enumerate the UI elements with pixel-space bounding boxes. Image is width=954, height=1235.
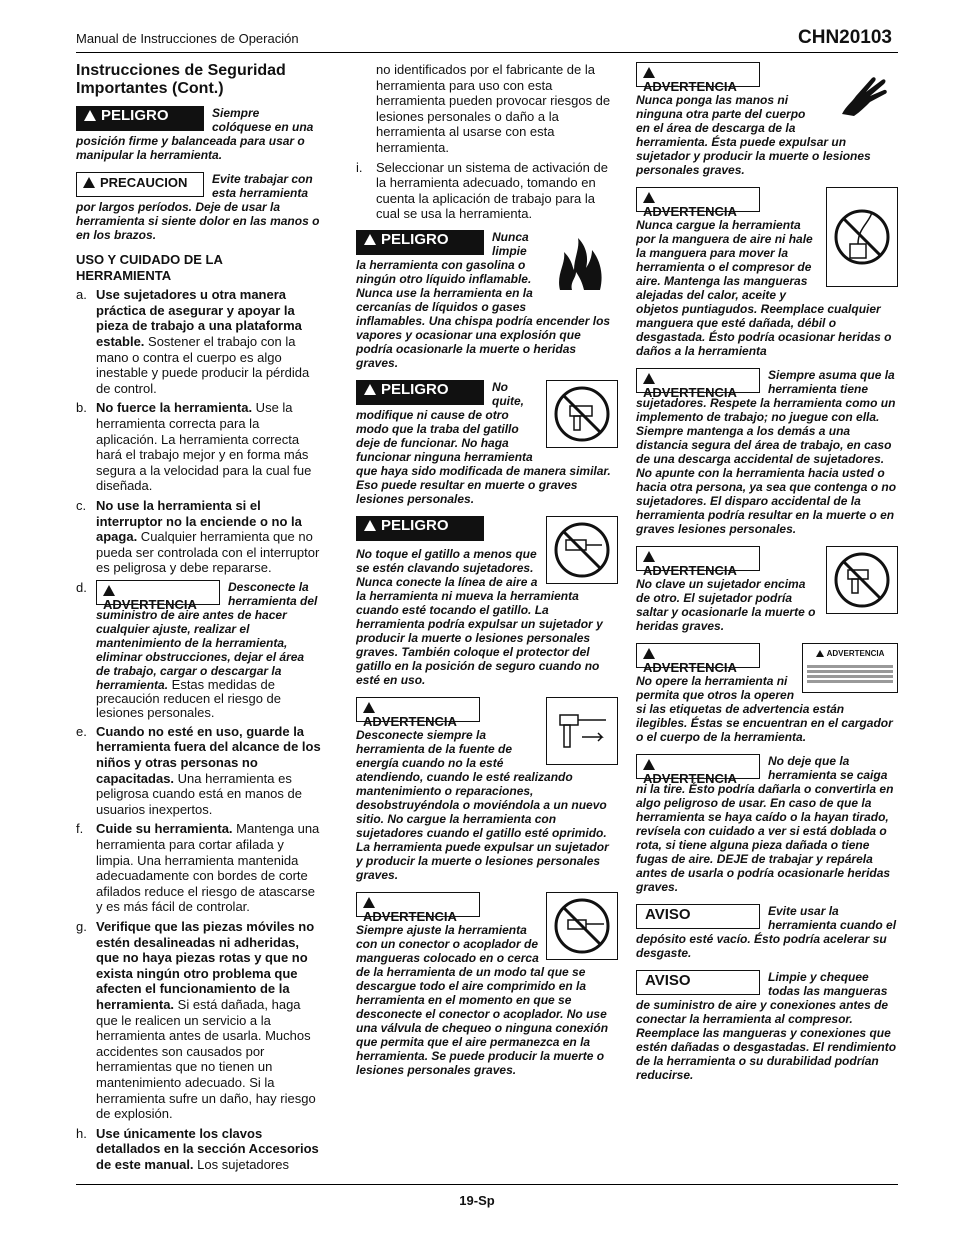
no-double-fire-icon	[826, 546, 898, 614]
aviso-notice-empty: AVISO Evite usar la herramienta cuando el depósito esté vacío. Ésto podría acelerar su desgaste.	[636, 904, 897, 960]
column-3	[636, 62, 898, 1092]
advertencia-badge: ADVERTENCIA	[636, 643, 760, 668]
advertencia-warning-labels: ADVERTENCIA ADVERTENCIA No opere la herramienta ni permita que otros la operen si las etiquetas de advertencia están ilegibles. Éstas se encuentran en el cargador o el cuerpo de la herramienta.	[636, 643, 898, 744]
column-1	[76, 62, 321, 1173]
peligro-badge: PELIGRO	[356, 516, 484, 541]
subheading-uso-cuidado: USO Y CUIDADO DE LA HERRAMIENTA	[76, 252, 223, 283]
warning-triangle-icon	[643, 551, 655, 562]
fire-icon	[546, 230, 618, 298]
warning-triangle-icon	[364, 384, 376, 395]
warning-triangle-icon	[364, 520, 376, 531]
warning-triangle-icon	[364, 234, 376, 245]
list-item-f: f. Cuide su herramienta. Mantenga una herramienta para cortar afilada y limpia. Una herramienta mantenida adecuadamente con bordes de corte afilados reduce el riesgo de atascarse y es más fácil de controlar.	[76, 821, 320, 915]
manual-title: Manual de Instrucciones de Operación	[76, 31, 299, 46]
warning-triangle-icon	[643, 759, 655, 770]
coupler-tool-icon	[546, 892, 618, 960]
column-2	[356, 62, 618, 1087]
section-title: Instrucciones de Seguridad Importantes (Cont.)	[76, 62, 286, 97]
peligro-badge: PELIGRO	[356, 230, 484, 255]
footer-rule	[76, 1184, 898, 1185]
peligro-warning-trigger-lock: PELIGRO No quite, modifique ni cause de otro modo que la traba del gatillo deje de funcionar. No haga funcionar ninguna herramienta que haya sido modificada de manera similar. Eso puede resultar en muerte o graves lesiones personales.	[356, 380, 618, 506]
advertencia-badge: ADVERTENCIA	[636, 62, 760, 87]
warning-triangle-icon	[643, 373, 655, 384]
list-item-g: g. Verifique que las piezas móviles no estén desalineadas ni adheridas, que no haya piezas rotas y que no exista ningún otro problema que afecten el funcionamiento de la herramienta. Si está dañada, haga que le realicen un servicio a la herramienta antes de usarla. Muchos accidentes son causados por herramientas que no tienen un mantenimiento adecuado. Si la herramienta sufre un daño, hay riesgo de explosión.	[76, 919, 316, 1122]
no-trigger-touch-icon	[546, 516, 618, 584]
warning-triangle-icon	[643, 67, 655, 78]
item-h-continued: no identificados por el fabricante de la herramienta para uso con esta herramienta pueden provocar riesgos de lesiones personales o daño a la herramienta al usarse con esta herramienta.	[376, 62, 611, 155]
advertencia-badge: ADVERTENCIA	[356, 697, 480, 722]
warning-triangle-icon	[103, 585, 115, 596]
list-item-b: b. No fuerce la herramienta. Use la herramienta correcta para la aplicación. La herramienta correcta hará el trabajo mejor y en forma más segura a la velocidad para la cual fue diseñada.	[76, 400, 312, 494]
warning-label-image: ADVERTENCIA	[802, 643, 898, 693]
list-item-h: h. Use únicamente los clavos detallados en la sección Accesorios de este manual. Los sujetadores	[76, 1125, 319, 1172]
precaucion-badge: PRECAUCION	[76, 172, 204, 197]
aviso-notice-hoses: AVISO Limpie y chequee todas las mangueras de suministro de aire y conexiones antes de conectar la herramienta al compresor. Reemplace las mangueras y conexiones que estén dañadas o desgastadas. El rendimiento de la herramienta o su durabilidad podrían reducirse.	[636, 970, 897, 1082]
advertencia-badge: ADVERTENCIA	[356, 892, 480, 917]
warning-triangle-icon	[643, 648, 655, 659]
aviso-badge: AVISO	[636, 904, 760, 929]
peligro-warning-1: PELIGRO Siempre colóquese en una posición firme y balanceada para usar o manipular la herramienta.	[76, 106, 314, 162]
aviso-badge: AVISO	[636, 970, 760, 995]
advertencia-warning-drop: ADVERTENCIA No deje que la herramienta se caiga ni la tire. Ésto podría dañarla o convertirla en algo peligroso de usar. En caso de que la herramienta se haya caído o la hayan tirado, revísela con cuidado a ver si está doblada o rota, si tiene alguna pieza dañada o tiene fugas de aire. DEJE de trabajar y repárela antes de usarla o podría ocasionarle heridas graves.	[636, 754, 894, 894]
advertencia-warning-hose: ADVERTENCIA Nunca cargue la herramienta por la manguera de aire ni hale la manguera para mover la herramienta o el compresor de aire. Mantenga las mangueras alejadas del calor, aceite y objetos puntiagudos. Reemplace cualquier manguera que esté dañada, débil o desgastada. Ésto podría ocasionar heridas o daños a la herramienta	[636, 187, 898, 358]
warning-triangle-icon	[816, 650, 824, 657]
advertencia-warning-disconnect: ADVERTENCIA Desconecte siempre la herramienta de la fuente de energía cuando no la esté atendiendo, cuando le esté realizando mantenimiento o reparaciones, desobstruyéndola o moviéndola a un nuevo sitio. No cargue la herramienta con sujetadores cuando el gatillo esté oprimido. La herramienta puede expulsar un sujetador y producir la muerte o lesiones personales graves.	[356, 697, 618, 882]
peligro-warning-gasoline: PELIGRO Nunca limpie la herramienta con gasolina o ningún otro líquido inflamable. Nunca use la herramienta en la cercanías de líquidos o gases inflamables. Una chispa podría encender los vapores y ocasionar una explosión que podría ocasionarle la muerte o heridas graves.	[356, 230, 618, 370]
warning-triangle-icon	[84, 110, 96, 121]
warning-triangle-icon	[363, 897, 375, 908]
advertencia-warning-assume-loaded: ADVERTENCIA Siempre asuma que la herramienta tiene sujetadores. Respete la herramienta como un implemento de trabajo; no juegue con ella. Siempre mantenga a los demás a una distancia segura del área de trabajo, en caso de una descarga accidental de sujetadores. No apunte con la herramienta hacia usted o hacia otra persona, ya sea que contenga o no sujetadores. El disparo accidental de la herramienta podría resultar en la muerte o en graves lesiones personales.	[636, 368, 897, 536]
peligro-badge: PELIGRO	[76, 106, 204, 131]
header-rule	[76, 52, 898, 53]
advertencia-warning-no-stack: ADVERTENCIA No clave un sujetador encima de otro. El sujetador podría saltar y ocasionarle la muerte o heridas graves.	[636, 546, 898, 633]
advertencia-badge: ADVERTENCIA	[636, 368, 760, 393]
peligro-badge: PELIGRO	[356, 380, 484, 405]
advertencia-badge: ADVERTENCIA	[636, 754, 760, 779]
advertencia-warning-coupler: ADVERTENCIA Siempre ajuste la herramienta con un conector o acoplador de mangueras colocado en o cerca de la herramienta de un modo tal que se descargue todo el aire comprimido en la herramienta en el momento en que se desconecte el conector o acoplador. No use una válvula de chequeo o ninguna conexión que permita que el aire permanezca en la herramienta. Se puede producir la muerte o lesiones personales graves.	[356, 892, 618, 1077]
warning-triangle-icon	[363, 702, 375, 713]
warning-triangle-icon	[83, 177, 95, 188]
list-item-c: c. No use la herramienta si el interruptor no la enciende o no la apaga. Cualquier herramienta que no pueda ser controlada con el interruptor es peligrosa y debe repararse.	[76, 497, 320, 576]
list-item-i: i. Seleccionar un sistema de activación de la herramienta adecuado, tomando en cuenta la aplicación de trabajo para la cual se usa la herramienta.	[356, 159, 608, 222]
peligro-warning-trigger: PELIGRO No toque el gatillo a menos que se estén clavando sujetadores. Nunca conecte la línea de aire a la herramienta ni mueva la herramienta cuando esté tocando el gatillo. La herramienta podría expulsar un sujetador y producir la muerte o lesiones personales graves. También coloque el protector del gatillo en la posición de seguro cuando no esté en uso.	[356, 516, 618, 687]
warning-triangle-icon	[643, 192, 655, 203]
model-number: CHN20103	[798, 27, 892, 48]
list-item-d: d. ADVERTENCIA Desconecte la herramienta del suministro de aire antes de hacer cualquier ajuste, realizar el mantenimiento de la herramienta, eliminar obstrucciones, dejar el área de trabajo, cargar o descargar la herramienta. Estas medidas de precaución reducen el riesgo de lesiones personales.	[76, 579, 318, 720]
list-item-a: a. Use sujetadores u otra manera práctica de asegurar y apoyar la pieza de trabajo a una plataforma estable. Sostener el trabajo con la mano o contra el cuerpo es algo inestable y puede producir la pérdida de control.	[76, 287, 310, 396]
disconnect-tool-icon	[546, 697, 618, 765]
precaucion-warning: PRECAUCION Evite trabajar con esta herramienta por largos períodos. Deje de usar la herramienta si siente dolor en las manos o en los brazos.	[76, 172, 320, 242]
page-number: 19-Sp	[459, 1193, 495, 1208]
advertencia-warning-hands: ADVERTENCIA Nunca ponga las manos ni ninguna otra parte del cuerpo en el área de descarga de la herramienta. Ésta puede expulsar un sujetador y producir la muerte o lesiones personales graves.	[636, 62, 898, 177]
no-carry-by-hose-icon	[826, 187, 898, 287]
advertencia-badge: ADVERTENCIA	[96, 580, 220, 605]
list-item-e: e. Cuando no esté en uso, guarde la herramienta fuera del alcance de los niños y otras personas no capacitadas. Una herramienta es peligrosa cuando está en manos de usuarios inexpertos.	[76, 723, 321, 817]
advertencia-badge: ADVERTENCIA	[636, 546, 760, 571]
no-modify-tool-icon	[546, 380, 618, 448]
advertencia-badge: ADVERTENCIA	[636, 187, 760, 212]
hand-icon	[826, 62, 898, 130]
